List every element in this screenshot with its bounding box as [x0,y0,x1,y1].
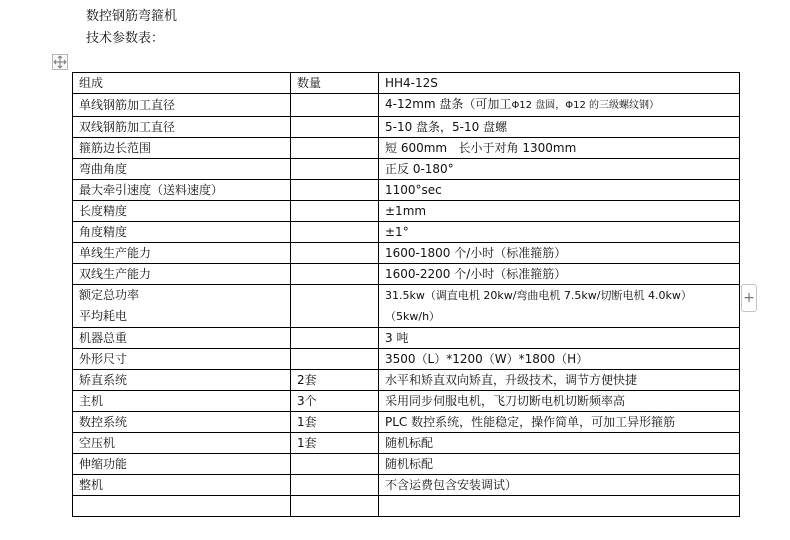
cell-quantity: 3个 [291,391,379,412]
cell-spec: 1600-1800 个/小时（标准箍筋） [379,243,740,264]
document-title: 数控钢筋弯箍机 [86,9,178,24]
cell-component: 数控系统 [73,412,291,433]
cell-component: 角度精度 [73,222,291,243]
cell-spec: 3500（L）*1200（W）*1800（H） [379,349,740,370]
table-row [73,285,740,328]
table-row [73,117,740,138]
cell-spec: 3 吨 [379,328,740,349]
table-row [73,201,740,222]
cell-quantity [291,496,379,517]
cell-spec: 正反 0-180° [379,159,740,180]
table-row [73,391,740,412]
table-move-handle[interactable] [52,54,68,70]
cell-quantity [291,180,379,201]
cell-quantity [291,454,379,475]
header-quantity: 数量 [291,73,379,94]
table-row-empty [73,496,740,517]
table-row [73,454,740,475]
cell-quantity [291,285,379,328]
cell-quantity [291,138,379,159]
cell-spec [379,94,740,117]
cell-component: 单线钢筋加工直径 [73,94,291,117]
cell-quantity: 1套 [291,412,379,433]
cell-component: 外形尺寸 [73,349,291,370]
table-row [73,94,740,117]
cell-spec: 水平和矫直双向矫直，升级技术，调节方便快捷 [379,370,740,391]
cell-spec: 采用同步伺服电机，飞刀切断电机切断频率高 [379,391,740,412]
table-row [73,412,740,433]
cell-quantity: 2套 [291,370,379,391]
cell-spec: ±1mm [379,201,740,222]
cell-spec: 短 600mm 长小于对角 1300mm [379,138,740,159]
cell-quantity [291,243,379,264]
cell-component-line1: 额定总功率 [79,288,140,302]
cell-spec-small-text: Φ12 盘圆，Φ12 的三级螺纹钢） [511,100,659,111]
table-header-row [73,73,740,94]
table-row [73,243,740,264]
plus-icon: + [743,290,755,306]
cell-component: 矫直系统 [73,370,291,391]
cell-component: 箍筋边长范围 [73,138,291,159]
table-row [73,475,740,496]
cell-quantity [291,264,379,285]
cell-component: 最大牵引速度（送料速度） [73,180,291,201]
cell-spec-line2: （5kw/h） [385,310,441,323]
table-row [73,328,740,349]
cell-quantity [291,94,379,117]
cell-quantity [291,475,379,496]
cell-component [73,496,291,517]
table-row [73,180,740,201]
cell-quantity [291,159,379,180]
spec-table [72,72,740,517]
header-model: HH4-12S [379,73,740,94]
cell-spec: 随机标配 [379,433,740,454]
table-row [73,159,740,180]
cell-spec: 1100°sec [379,180,740,201]
cell-component [73,285,291,328]
cell-quantity [291,349,379,370]
cell-quantity [291,117,379,138]
table-row [73,138,740,159]
cell-spec-line1: 31.5kw（调直电机 20kw/弯曲电机 7.5kw/切断电机 4.0kw） [385,289,692,302]
cell-spec: ±1° [379,222,740,243]
cell-quantity [291,328,379,349]
cell-component: 双线生产能力 [73,264,291,285]
table-row [73,222,740,243]
table-row [73,349,740,370]
cell-spec: PLC 数控系统，性能稳定，操作简单，可加工异形箍筋 [379,412,740,433]
cell-quantity [291,201,379,222]
table-row [73,264,740,285]
cell-spec-text: 4-12mm 盘条（可加工 [385,97,512,111]
document-subtitle: 技术参数表： [86,31,165,46]
cell-component: 长度精度 [73,201,291,222]
cell-quantity [291,222,379,243]
cell-component-line2: 平均耗电 [79,309,128,323]
cell-spec [379,496,740,517]
table-row [73,433,740,454]
cell-component: 单线生产能力 [73,243,291,264]
cell-spec: 不含运费包含安装调试） [379,475,740,496]
cell-spec: 5-10 盘条，5-10 盘螺 [379,117,740,138]
cell-component: 伸缩功能 [73,454,291,475]
cell-spec: 随机标配 [379,454,740,475]
cell-quantity: 1套 [291,433,379,454]
header-component: 组成 [73,73,291,94]
cell-component: 机器总重 [73,328,291,349]
cell-component: 双线钢筋加工直径 [73,117,291,138]
move-arrows-icon [53,55,67,69]
cell-spec [379,285,740,328]
cell-component: 空压机 [73,433,291,454]
cell-component: 整机 [73,475,291,496]
cell-spec: 1600-2200 个/小时（标准箍筋） [379,264,740,285]
table-row [73,370,740,391]
cell-component: 弯曲角度 [73,159,291,180]
cell-component: 主机 [73,391,291,412]
add-column-button[interactable] [741,284,757,312]
